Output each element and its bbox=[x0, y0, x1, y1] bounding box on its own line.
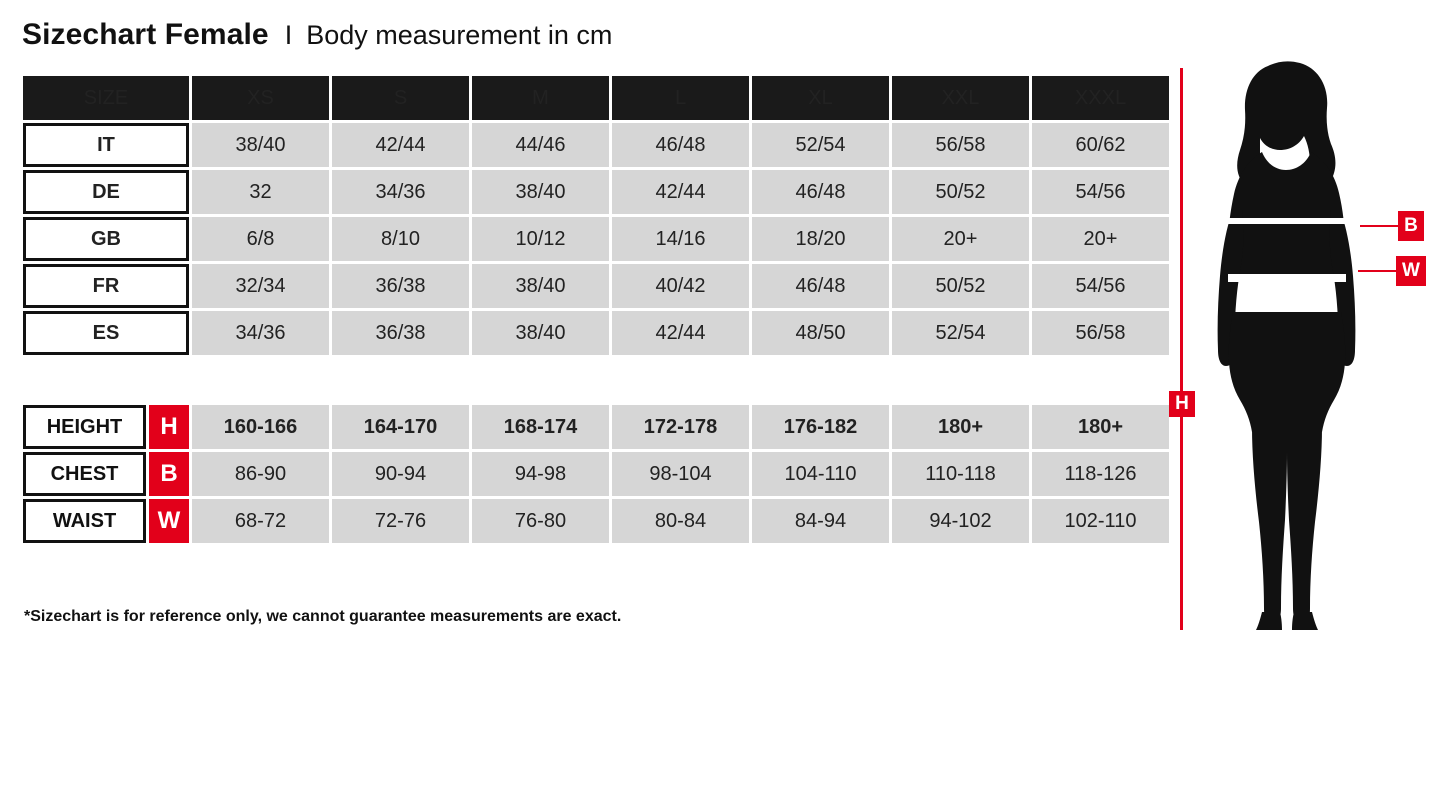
table-cell: 40/42 bbox=[612, 264, 749, 308]
table-cell: 54/56 bbox=[1032, 264, 1169, 308]
measure-label-cell bbox=[23, 405, 189, 449]
size-column-header: S bbox=[332, 76, 469, 120]
country-label-cell: GB bbox=[23, 217, 189, 261]
table-cell: 46/48 bbox=[612, 123, 749, 167]
sizechart-table-body bbox=[23, 76, 1169, 543]
table-cell: 48/50 bbox=[752, 311, 889, 355]
table-row bbox=[23, 217, 1169, 261]
table-cell: 90-94 bbox=[332, 452, 469, 496]
sizechart-table bbox=[20, 73, 1172, 546]
table-cell: 102-110 bbox=[1032, 499, 1169, 543]
country-label-cell: DE bbox=[23, 170, 189, 214]
table-cell: 14/16 bbox=[612, 217, 749, 261]
table-cell: 172-178 bbox=[612, 405, 749, 449]
table-cell: 56/58 bbox=[892, 123, 1029, 167]
size-column-header: XL bbox=[752, 76, 889, 120]
footnote: *Sizechart is for reference only, we cannot guarantee measurements are exact. bbox=[24, 608, 622, 625]
table-cell: 42/44 bbox=[612, 170, 749, 214]
table-cell: 38/40 bbox=[472, 264, 609, 308]
table-cell: 104-110 bbox=[752, 452, 889, 496]
table-row bbox=[23, 311, 1169, 355]
table-cell: 34/36 bbox=[192, 311, 329, 355]
table-cell: 32 bbox=[192, 170, 329, 214]
page-title-separator: I bbox=[284, 20, 293, 50]
table-cell: 164-170 bbox=[332, 405, 469, 449]
table-cell: 10/12 bbox=[472, 217, 609, 261]
table-cell: 68-72 bbox=[192, 499, 329, 543]
table-cell: 46/48 bbox=[752, 264, 889, 308]
table-row bbox=[23, 499, 1169, 543]
table-cell: 32/34 bbox=[192, 264, 329, 308]
table-cell: 80-84 bbox=[612, 499, 749, 543]
table-row bbox=[23, 405, 1169, 449]
table-header-row bbox=[23, 76, 1169, 120]
table-cell: 50/52 bbox=[892, 170, 1029, 214]
size-column-header: M bbox=[472, 76, 609, 120]
table-cell: 94-98 bbox=[472, 452, 609, 496]
table-cell: 86-90 bbox=[192, 452, 329, 496]
height-measure-line bbox=[1180, 68, 1183, 630]
size-column-header: XS bbox=[192, 76, 329, 120]
figure-area bbox=[1160, 60, 1440, 640]
table-cell: 118-126 bbox=[1032, 452, 1169, 496]
table-row bbox=[23, 170, 1169, 214]
page-title-main: Sizechart Female bbox=[22, 18, 269, 51]
measure-label-cell bbox=[23, 452, 189, 496]
table-cell: 98-104 bbox=[612, 452, 749, 496]
table-cell: 176-182 bbox=[752, 405, 889, 449]
size-column-header: XXL bbox=[892, 76, 1029, 120]
table-cell: 52/54 bbox=[892, 311, 1029, 355]
table-row bbox=[23, 452, 1169, 496]
table-cell: 6/8 bbox=[192, 217, 329, 261]
table-cell: 44/46 bbox=[472, 123, 609, 167]
measure-badge-icon: H bbox=[149, 405, 189, 449]
measure-badge-icon: W bbox=[149, 499, 189, 543]
table-cell: 168-174 bbox=[472, 405, 609, 449]
country-label-cell: FR bbox=[23, 264, 189, 308]
table-cell: 36/38 bbox=[332, 311, 469, 355]
table-cell: 84-94 bbox=[752, 499, 889, 543]
table-cell: 34/36 bbox=[332, 170, 469, 214]
size-column-header: XXXL bbox=[1032, 76, 1169, 120]
table-cell: 20+ bbox=[1032, 217, 1169, 261]
size-column-header: L bbox=[612, 76, 749, 120]
table-cell: 160-166 bbox=[192, 405, 329, 449]
table-cell: 42/44 bbox=[612, 311, 749, 355]
table-cell: 46/48 bbox=[752, 170, 889, 214]
table-cell: 60/62 bbox=[1032, 123, 1169, 167]
table-cell: 52/54 bbox=[752, 123, 889, 167]
table-row bbox=[23, 264, 1169, 308]
badge-chest-icon: B bbox=[1398, 211, 1424, 241]
female-silhouette-icon bbox=[1200, 60, 1375, 632]
table-cell: 42/44 bbox=[332, 123, 469, 167]
country-label-cell: IT bbox=[23, 123, 189, 167]
page-title bbox=[22, 18, 612, 52]
table-cell: 180+ bbox=[892, 405, 1029, 449]
page-title-subtitle: Body measurement in cm bbox=[306, 20, 613, 50]
table-cell: 18/20 bbox=[752, 217, 889, 261]
table-cell: 38/40 bbox=[192, 123, 329, 167]
table-cell: 56/58 bbox=[1032, 311, 1169, 355]
measure-label: WAIST bbox=[23, 499, 146, 543]
table-cell: 36/38 bbox=[332, 264, 469, 308]
size-header-cell: SIZE bbox=[23, 76, 189, 120]
table-cell: 94-102 bbox=[892, 499, 1029, 543]
table-row bbox=[23, 123, 1169, 167]
table-cell: 180+ bbox=[1032, 405, 1169, 449]
table-cell: 110-118 bbox=[892, 452, 1029, 496]
badge-height-icon: H bbox=[1169, 391, 1195, 417]
sizechart-table-wrap bbox=[20, 73, 1158, 546]
table-cell: 8/10 bbox=[332, 217, 469, 261]
measure-badge-icon: B bbox=[149, 452, 189, 496]
table-cell: 50/52 bbox=[892, 264, 1029, 308]
table-cell: 72-76 bbox=[332, 499, 469, 543]
country-label-cell: ES bbox=[23, 311, 189, 355]
measure-label: CHEST bbox=[23, 452, 146, 496]
badge-waist-icon: W bbox=[1396, 256, 1426, 286]
table-cell: 76-80 bbox=[472, 499, 609, 543]
table-cell: 38/40 bbox=[472, 170, 609, 214]
table-spacer-row bbox=[23, 358, 1169, 402]
table-cell: 20+ bbox=[892, 217, 1029, 261]
measure-label: HEIGHT bbox=[23, 405, 146, 449]
measure-label-cell bbox=[23, 499, 189, 543]
table-cell: 38/40 bbox=[472, 311, 609, 355]
table-cell: 54/56 bbox=[1032, 170, 1169, 214]
